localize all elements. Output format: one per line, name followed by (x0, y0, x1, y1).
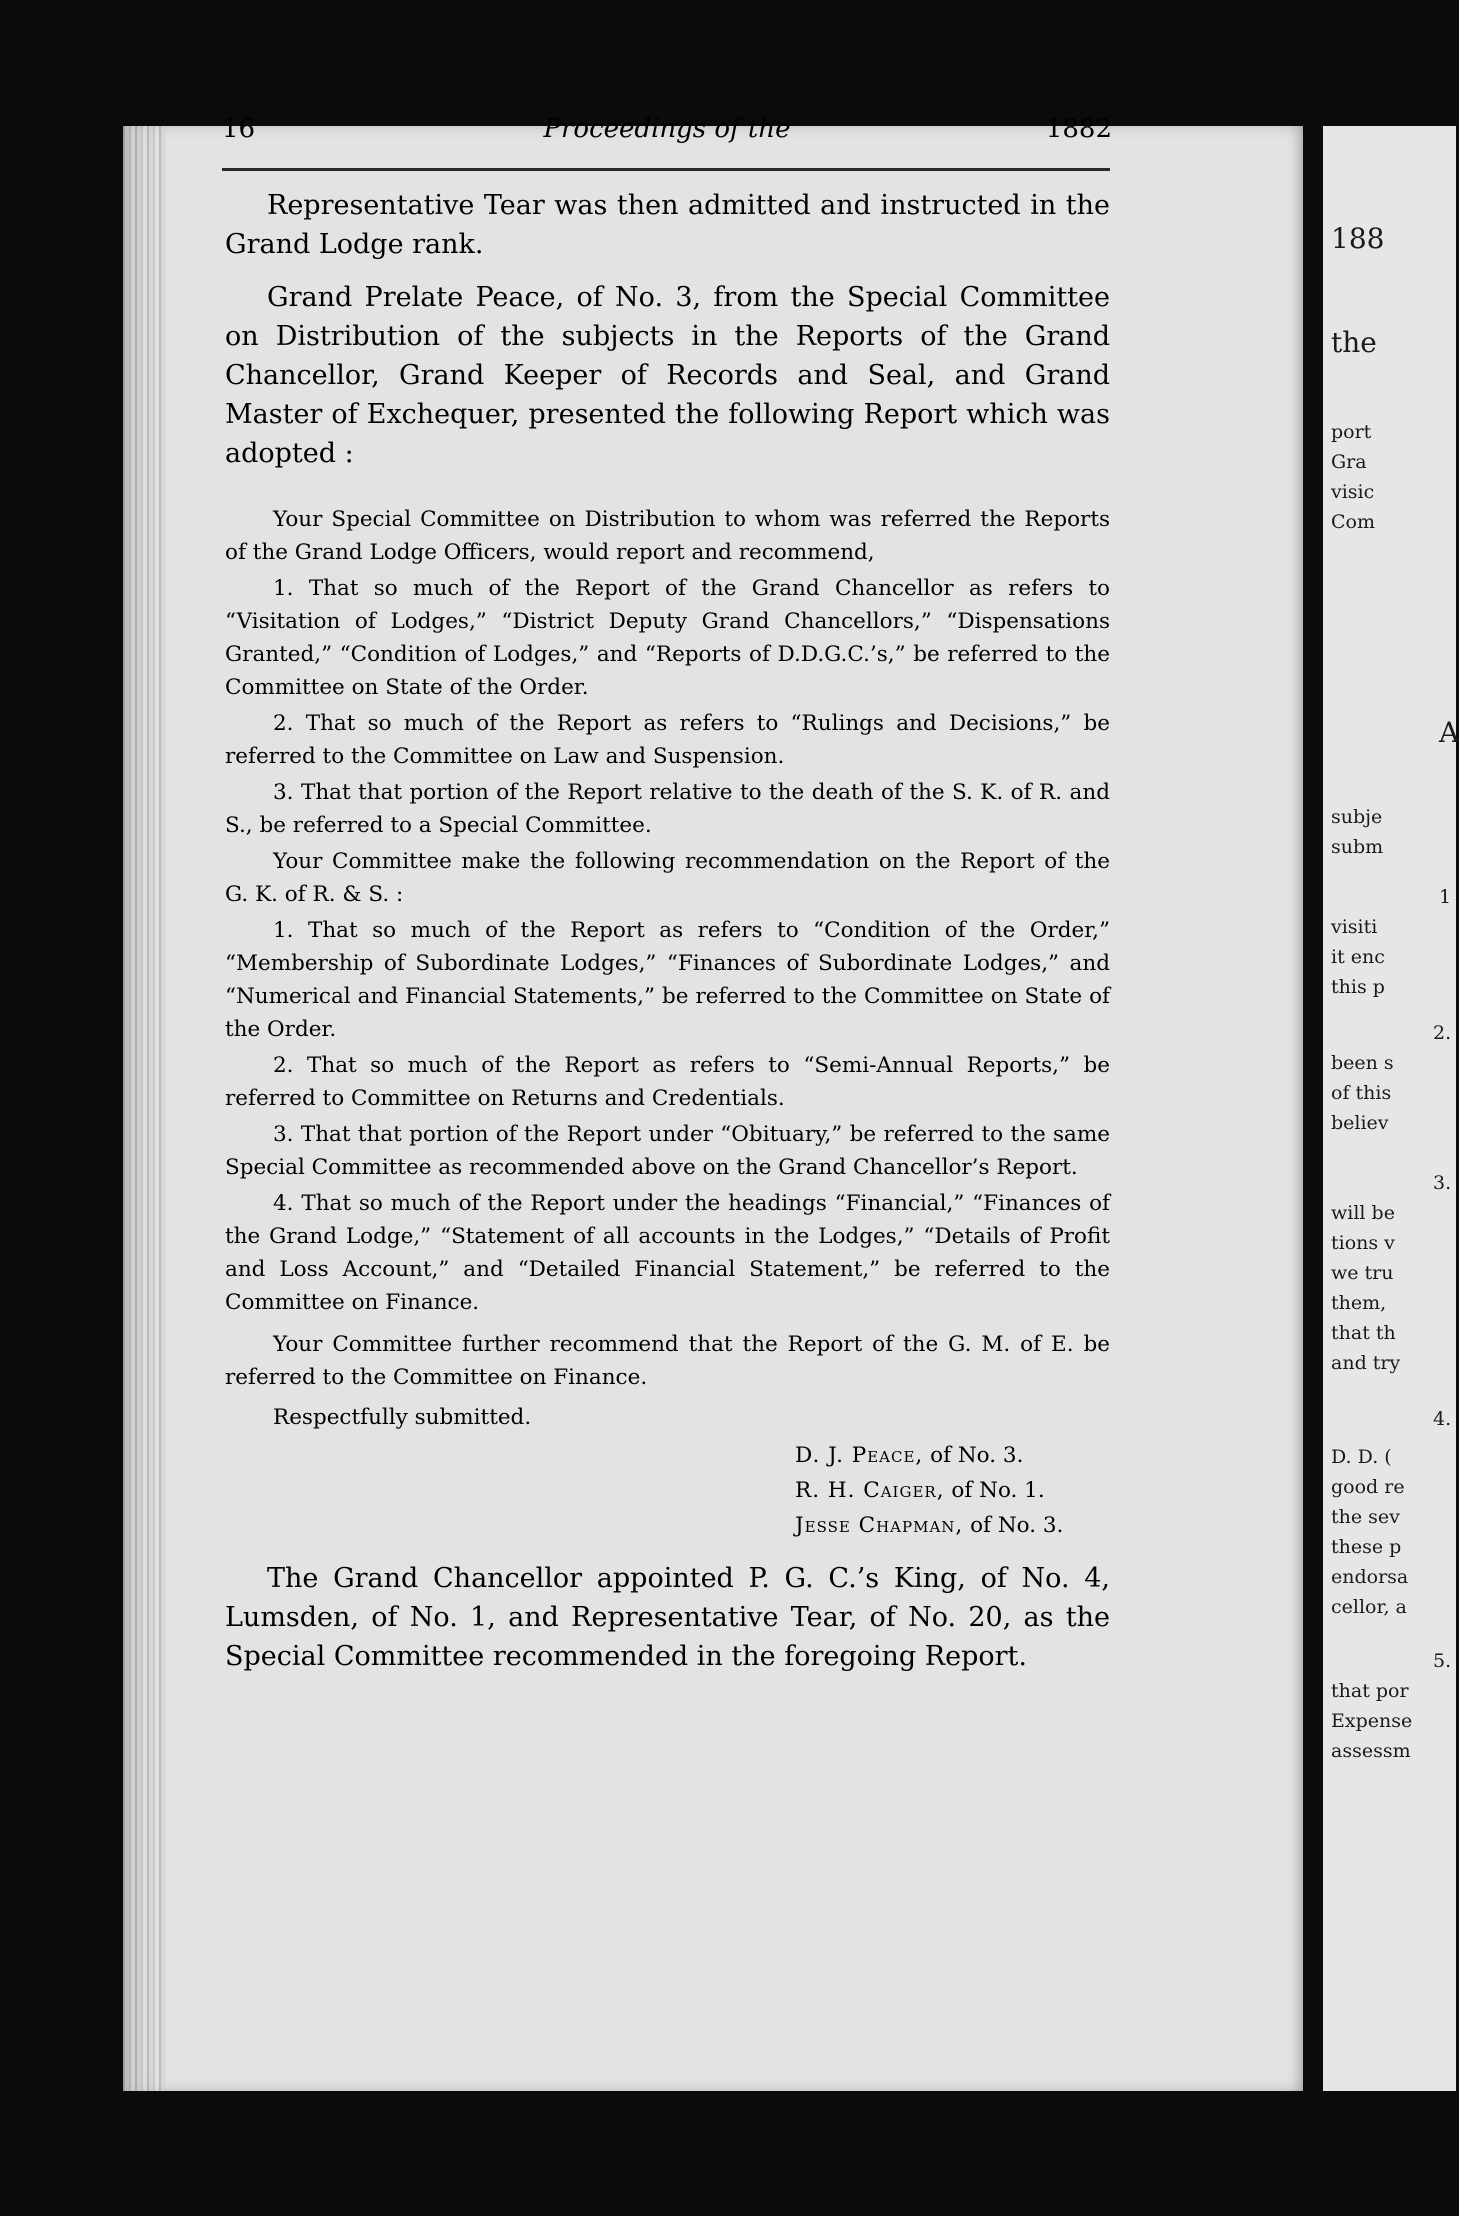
running-title: Proceedings of the (543, 114, 791, 144)
respectfully-submitted: Respectfully submitted. (273, 1405, 532, 1430)
fragment-line: will be (1331, 1202, 1395, 1224)
gk-item-3: 3. That that portion of the Report under “Obituary,” be referred to the same Special Committee as recommended above on the Grand Chancellor’s Report. (225, 1122, 1110, 1180)
fragment-line: port (1331, 421, 1372, 443)
fragment-line: this p (1331, 976, 1385, 998)
signer-lodge: of No. 1. (951, 1478, 1045, 1503)
adjacent-page-fragment (1323, 126, 1459, 2091)
fragment-line: visic (1331, 481, 1375, 503)
page-number: 16 (222, 114, 256, 144)
gk-intro: Your Committee make the following recommendation on the Report of the G. K. of R. & S. : (225, 849, 1110, 907)
fragment-line: 3. (1433, 1172, 1452, 1194)
signer-name: Jesse Chapman, (795, 1513, 964, 1538)
fragment-line: 1 (1439, 886, 1452, 908)
signer-name: R. H. Caiger, (795, 1478, 945, 1503)
signer-lodge: of No. 3. (930, 1443, 1024, 1468)
fragment-line: we tru (1331, 1262, 1394, 1284)
header-rule (222, 168, 1110, 171)
signature-line (795, 1438, 1110, 1473)
fragment-line: cellor, a (1331, 1596, 1407, 1618)
report-intro: Your Special Committee on Distribution to whom was referred the Reports of the Grand Lodge Officers, would report and recommend, (225, 507, 1110, 565)
header-year: 1882 (1045, 114, 1112, 144)
gme-recommendation: Your Committee further recommend that the Report of the G. M. of E. be referred to the Committee on Finance. (225, 1332, 1110, 1390)
signer-lodge: of No. 3. (970, 1513, 1064, 1538)
fragment-line: visiti (1331, 916, 1378, 938)
fragment-line: D. D. ( (1331, 1446, 1392, 1468)
fragment-line: the sev (1331, 1506, 1400, 1528)
fragment-line: 5. (1433, 1650, 1452, 1672)
fragment-line: A (1439, 716, 1459, 749)
gc-item-2: 2. That so much of the Report as refers to “Rulings and Decisions,” be referred to the Committee on Law and Suspension. (225, 711, 1110, 769)
fragment-line: of this (1331, 1082, 1392, 1104)
fragment-line: these p (1331, 1536, 1402, 1558)
fragment-line: Gra (1331, 451, 1367, 473)
signature-block (795, 1438, 1110, 1543)
page-gutter-edge (123, 126, 165, 2091)
fragment-line: that por (1331, 1680, 1409, 1702)
fragment-line: 188 (1331, 222, 1385, 255)
page-body (225, 186, 1110, 1690)
fragment-line: assessm (1331, 1740, 1411, 1762)
signature-line (795, 1473, 1110, 1508)
gc-item-3: 3. That that portion of the Report relative to the death of the S. K. of R. and S., be referred to a Special Committee. (225, 780, 1110, 838)
fragment-line: Com (1331, 511, 1375, 533)
intro-paragraph-1: Representative Tear was then admitted and instructed in the Grand Lodge rank. (225, 190, 1110, 260)
gk-item-1: 1. That so much of the Report as refers to “Condition of the Order,” “Membership of Subordinate Lodges,” “Finances of Subordinate Lodges,” and “Numerical and Financial Statements,” be referred to the Committee on State of the Order. (225, 918, 1110, 1042)
fragment-line: Expense (1331, 1710, 1413, 1732)
fragment-line: it enc (1331, 946, 1385, 968)
running-header (222, 114, 1112, 154)
intro-paragraph-2: Grand Prelate Peace, of No. 3, from the Special Committee on Distribution of the subjects in the Reports of the Grand Chancellor, Grand Keeper of Records and Seal, and Grand Master of Exchequer, presented the following Report which was adopted : (225, 282, 1110, 469)
fragment-line: that th (1331, 1322, 1396, 1344)
fragment-line: them, (1331, 1292, 1387, 1314)
signature-line (795, 1508, 1110, 1543)
fragment-line: believ (1331, 1112, 1389, 1134)
fragment-line: been s (1331, 1052, 1394, 1074)
fragment-line: tions v (1331, 1232, 1395, 1254)
fragment-line: and try (1331, 1352, 1401, 1374)
fragment-line: subm (1331, 836, 1384, 858)
fragment-line: endorsa (1331, 1566, 1409, 1588)
fragment-line: 2. (1433, 1022, 1452, 1044)
fragment-line: the (1331, 326, 1377, 359)
closing-paragraph: The Grand Chancellor appointed P. G. C.’s King, of No. 4, Lumsden, of No. 1, and Representative Tear, of No. 20, as the Special Committee recommended in the foregoing Report. (225, 1563, 1110, 1672)
gk-item-2: 2. That so much of the Report as refers to “Semi-Annual Reports,” be referred to Committee on Returns and Credentials. (225, 1053, 1110, 1111)
gk-item-4: 4. That so much of the Report under the headings “Financial,” “Finances of the Grand Lodge,” “Statement of all accounts in the Lodges,” “Details of Profit and Loss Account,” and “Detailed Financial Statement,” be referred to the Committee on Finance. (225, 1191, 1110, 1315)
fragment-line: good re (1331, 1476, 1405, 1498)
gc-item-1: 1. That so much of the Report of the Grand Chancellor as refers to “Visitation of Lodges,” “District Deputy Grand Chancellors,” “Dispensations Granted,” “Condition of Lodges,” and “Reports of D.D.G.C.’s,” be referred to the Committee on State of the Order. (225, 576, 1110, 700)
fragment-line: 4. (1433, 1408, 1452, 1430)
fragment-line: subje (1331, 806, 1383, 828)
signer-name: D. J. Peace, (795, 1443, 924, 1468)
